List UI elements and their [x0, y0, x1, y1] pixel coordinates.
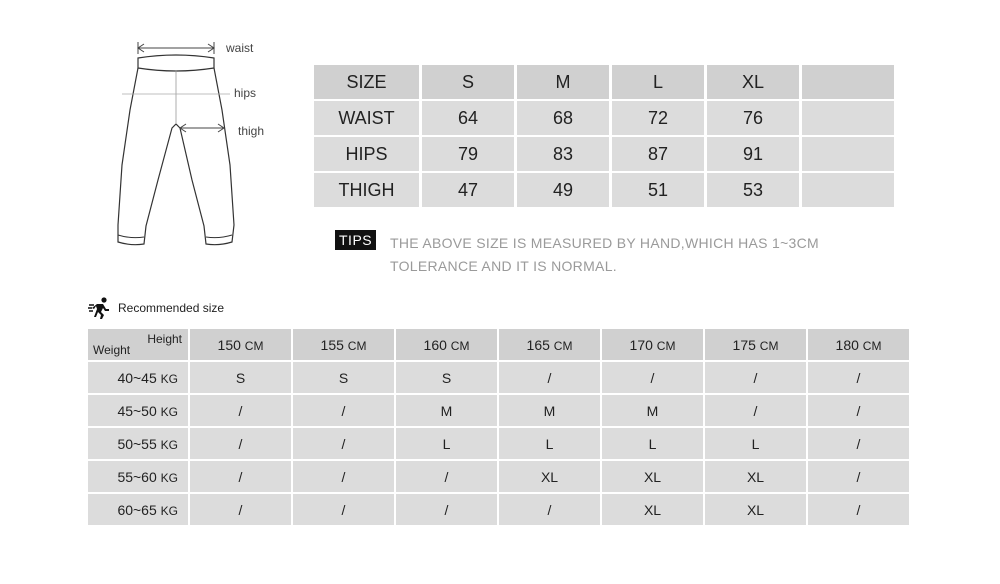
tips-line: THE ABOVE SIZE IS MEASURED BY HAND,WHICH HAS 1~3CM: [390, 235, 819, 251]
size-cell: 49: [517, 173, 609, 207]
rec-cell: /: [293, 461, 394, 492]
rec-cell: /: [396, 494, 497, 525]
size-header-cell: S: [422, 65, 514, 99]
rec-cell: /: [499, 494, 600, 525]
size-header-cell: XL: [707, 65, 799, 99]
rec-header-row: [88, 329, 909, 360]
hips-label: hips: [234, 86, 257, 100]
weight-row-label: 55~60 KG: [88, 461, 188, 492]
size-cell: [802, 101, 894, 135]
rec-cell: /: [705, 362, 806, 393]
weight-row-label: 40~45 KG: [88, 362, 188, 393]
rec-cell: /: [808, 494, 909, 525]
tips-badge: TIPS: [335, 230, 376, 250]
height-header-cell: 160 CM: [396, 329, 497, 360]
rec-cell: /: [602, 362, 703, 393]
rec-cell: /: [808, 461, 909, 492]
rec-cell: /: [190, 494, 291, 525]
rec-cell: /: [396, 461, 497, 492]
rec-row: [88, 362, 909, 393]
rec-row: [88, 494, 909, 525]
size-cell: 79: [422, 137, 514, 171]
rec-cell: /: [293, 494, 394, 525]
size-chart-table: [311, 63, 897, 209]
height-header-cell: 180 CM: [808, 329, 909, 360]
rec-cell: M: [396, 395, 497, 426]
rec-cell: /: [808, 362, 909, 393]
rec-cell: S: [190, 362, 291, 393]
tips-text: [390, 232, 819, 278]
size-header-cell: [802, 65, 894, 99]
height-header-cell: 170 CM: [602, 329, 703, 360]
weight-row-label: 50~55 KG: [88, 428, 188, 459]
size-cell: 64: [422, 101, 514, 135]
size-header-cell: M: [517, 65, 609, 99]
rec-cell: /: [190, 461, 291, 492]
size-row-label: THIGH: [314, 173, 419, 207]
rec-cell: XL: [602, 461, 703, 492]
rec-cell: L: [705, 428, 806, 459]
rec-cell: XL: [705, 494, 806, 525]
pants-outline-icon: [100, 30, 290, 260]
pants-measurement-diagram: [100, 30, 290, 260]
height-header-cell: 165 CM: [499, 329, 600, 360]
size-cell: 76: [707, 101, 799, 135]
tips-line: TOLERANCE AND IT IS NORMAL.: [390, 258, 617, 274]
rec-cell: XL: [705, 461, 806, 492]
height-header-cell: 150 CM: [190, 329, 291, 360]
rec-cell: /: [293, 428, 394, 459]
rec-cell: L: [499, 428, 600, 459]
rec-cell: /: [190, 395, 291, 426]
size-row-label: HIPS: [314, 137, 419, 171]
size-row-label: WAIST: [314, 101, 419, 135]
recommended-size-table: [86, 327, 911, 527]
rec-cell: M: [499, 395, 600, 426]
size-header-row: [314, 65, 894, 99]
rec-cell: /: [499, 362, 600, 393]
size-cell: [802, 173, 894, 207]
size-cell: 53: [707, 173, 799, 207]
size-row: [314, 101, 894, 135]
waist-label: waist: [226, 41, 254, 55]
rec-cell: /: [190, 428, 291, 459]
rec-cell: /: [705, 395, 806, 426]
size-cell: 83: [517, 137, 609, 171]
weight-row-label: 60~65 KG: [88, 494, 188, 525]
rec-cell: S: [293, 362, 394, 393]
rec-cell: L: [396, 428, 497, 459]
weight-row-label: 45~50 KG: [88, 395, 188, 426]
size-row: [314, 173, 894, 207]
recommended-heading: [88, 296, 224, 320]
running-person-icon: [88, 296, 112, 320]
rec-cell: S: [396, 362, 497, 393]
recommended-title: Recommended size: [118, 301, 225, 315]
size-cell: 47: [422, 173, 514, 207]
rec-cell: M: [602, 395, 703, 426]
size-cell: 91: [707, 137, 799, 171]
size-cell: 72: [612, 101, 704, 135]
height-header-cell: 175 CM: [705, 329, 806, 360]
rec-cell: L: [602, 428, 703, 459]
size-header-cell: SIZE: [314, 65, 419, 99]
rec-row: [88, 461, 909, 492]
height-corner-label: Height: [147, 332, 182, 346]
rec-row: [88, 428, 909, 459]
thigh-label: thigh: [238, 124, 265, 138]
size-cell: 51: [612, 173, 704, 207]
size-row: [314, 137, 894, 171]
size-header-cell: L: [612, 65, 704, 99]
rec-cell: /: [808, 395, 909, 426]
rec-cell: /: [293, 395, 394, 426]
rec-row: [88, 395, 909, 426]
rec-cell: XL: [499, 461, 600, 492]
size-cell: 68: [517, 101, 609, 135]
rec-cell: /: [808, 428, 909, 459]
size-cell: 87: [612, 137, 704, 171]
height-header-cell: 155 CM: [293, 329, 394, 360]
weight-corner-label: Weight: [93, 343, 131, 357]
rec-cell: XL: [602, 494, 703, 525]
height-weight-corner-cell: [88, 329, 188, 360]
size-cell: [802, 137, 894, 171]
